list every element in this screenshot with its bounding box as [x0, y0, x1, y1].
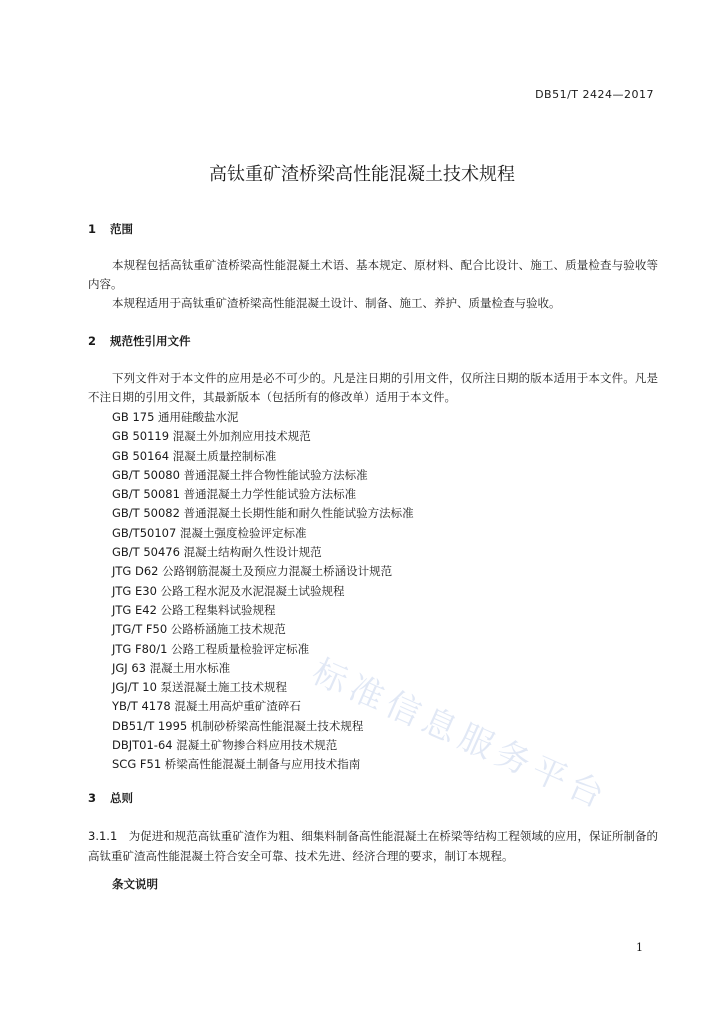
clause-3-1-1	[88, 826, 658, 866]
page-number: 1	[636, 941, 643, 954]
document-code: DB51/T 2424—2017	[535, 88, 654, 101]
page-title: 高钛重矿渣桥梁高性能混凝土技术规程	[209, 164, 515, 185]
reference-item: YB/T 4178 混凝土用高炉重矿渣碎石	[112, 699, 301, 714]
paragraph: 下列文件对于本文件的应用是必不可少的。凡是注日期的引用文件，仅所注日期的版本适用于本文件。凡是不注日期的引用文件，其最新版本（包括所有的修改单）适用于本文件。	[88, 371, 658, 404]
section-title: 范围	[110, 222, 134, 236]
reference-item: GB/T 50476 混凝土结构耐久性设计规范	[112, 545, 322, 560]
reference-item: JTG/T F50 公路桥涵施工技术规范	[112, 622, 286, 637]
reference-item: GB/T 50081 普通混凝土力学性能试验方法标准	[112, 487, 357, 502]
reference-list	[112, 408, 414, 775]
reference-item: GB/T 50080 普通混凝土拌合物性能试验方法标准	[112, 467, 368, 482]
explanatory-note-heading: 条文说明	[112, 877, 158, 891]
watermark-text: 标准信息服务平台	[306, 651, 615, 819]
section-1-heading	[88, 221, 133, 237]
section-number: 2	[88, 334, 97, 348]
reference-item: DB51/T 1995 机制砂桥梁高性能混凝土技术规程	[112, 718, 364, 733]
reference-item: SCG F51 桥梁高性能混凝土制备与应用技术指南	[112, 757, 361, 772]
reference-item: JTG D62 公路钢筋混凝土及预应力混凝土桥涵设计规范	[112, 564, 393, 579]
reference-item: JGJ 63 混凝土用水标准	[112, 660, 231, 675]
section-2-heading	[88, 333, 191, 349]
section-1-body	[88, 256, 658, 313]
reference-item: GB/T50107 混凝土强度检验评定标准	[112, 525, 307, 540]
paragraph: 本规程包括高钛重矿渣桥梁高性能混凝土术语、基本规定、原材料、配合比设计、施工、质量检查与验收等内容。	[88, 258, 658, 291]
reference-item: DBJT01-64 混凝土矿物掺合料应用技术规范	[112, 738, 338, 753]
section-number: 1	[88, 222, 97, 236]
section-title: 总则	[110, 791, 134, 805]
reference-item: GB/T 50082 普通混凝土长期性能和耐久性能试验方法标准	[112, 506, 414, 521]
section-2-intro	[88, 369, 658, 407]
reference-item: JTG F80/1 公路工程质量检验评定标准	[112, 641, 310, 656]
clause-text: 3.1.1 为促进和规范高钛重矿渣作为粗、细集料制备高性能混凝土在桥梁等结构工程领域的应用，保证所制备的高钛重矿渣高性能混凝土符合安全可靠、技术先进、经济合理的要求，制订本规程。	[88, 829, 658, 863]
section-title: 规范性引用文件	[110, 334, 191, 348]
reference-item: GB 50119 混凝土外加剂应用技术规范	[112, 429, 311, 444]
section-number: 3	[88, 791, 97, 805]
reference-item: JTG E30 公路工程水泥及水泥混凝土试验规程	[112, 583, 345, 598]
reference-item: GB 175 通用硅酸盐水泥	[112, 410, 239, 424]
section-3-heading	[88, 790, 133, 806]
reference-item: GB 50164 混凝土质量控制标准	[112, 448, 277, 463]
paragraph: 本规程适用于高钛重矿渣桥梁高性能混凝土设计、制备、施工、养护、质量检查与验收。	[112, 296, 561, 310]
reference-item: JTG E42 公路工程集料试验规程	[112, 602, 276, 617]
reference-item: JGJ/T 10 泵送混凝土施工技术规程	[112, 680, 288, 695]
